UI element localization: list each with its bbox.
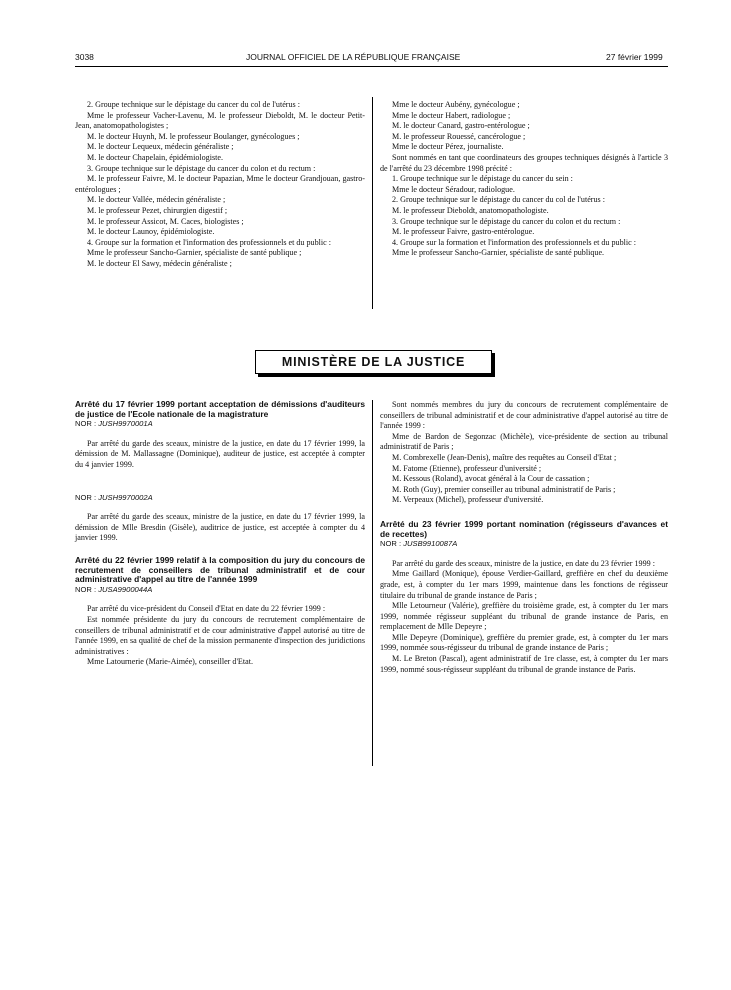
paragraph: Sont nommés membres du jury du concours de recrutement complémentaire de conseillers de tribunal administratif et de cour administrative d'appel autorisé au titre de l'année 1999 : [380, 400, 668, 431]
paragraph: Mme le docteur Habert, radiologue ; [392, 110, 511, 120]
top-left-column [75, 100, 365, 270]
paragraph: Mme le professeur Sancho-Garnier, spécialiste de santé publique ; [87, 248, 302, 258]
paragraph: M. le docteur Canard, gastro-entérologue ; [392, 121, 530, 131]
journal-title: JOURNAL OFFICIEL DE LA RÉPUBLIQUE FRANÇAISE [246, 52, 461, 62]
paragraph: M. Le Breton (Pascal), agent administratif de 1re classe, est, à compter du 1er mars 1999, nommé sous-régisseur suppléant du tribunal de grande instance de Paris. [380, 654, 668, 674]
paragraph: Mme Latournerie (Marie-Aimée), conseiller d'Etat. [87, 657, 253, 667]
paragraph: M. le professeur Rouessé, cancérologue ; [392, 131, 526, 141]
paragraph: Mme Gaillard (Monique), épouse Verdier-Gaillard, greffière en chef du deuxième grade, est, à compter du 1er mars 1999, maintenue dans les fonctions de régisseur titulaire du tribunal de grande instance de Paris ; [380, 569, 668, 600]
paragraph: Par arrêté du garde des sceaux, ministre de la justice, en date du 17 février 1999, la démission de M. Mallassagne (Dominique), auditeur de justice, est acceptée à compter du 4 janvier 1999. [75, 438, 365, 469]
paragraph: 3. Groupe technique sur le dépistage du cancer du colon et du rectum : [392, 216, 621, 226]
paragraph: M. le docteur Huynh, M. le professeur Boulanger, gynécologues ; [87, 131, 300, 141]
paragraph: Mme le docteur Séradour, radiologue. [392, 184, 515, 194]
nor-reference: NOR : JUSH9970001A [75, 419, 153, 429]
article-heading: Arrêté du 22 février 1999 relatif à la composition du jury du concours de recrutement de conseillers de tribunal administratif et de cour administrative d'appel au titre de l'année 1999 [75, 554, 365, 585]
paragraph: M. le professeur Faivre, gastro-entérologue. [392, 227, 535, 237]
header-rule [75, 66, 668, 67]
paragraph: M. Roth (Guy), premier conseiller au tribunal administratif de Paris ; [392, 484, 616, 494]
paragraph: 2. Groupe technique sur le dépistage du cancer du col de l'utérus : [87, 100, 300, 109]
paragraph: M. le professeur Dieboldt, anatomopathologiste. [392, 205, 549, 215]
paragraph: Mme le docteur Aubény, gynécologue ; [392, 100, 520, 109]
nor-reference: NOR : JUSA9900044A [75, 584, 153, 594]
column-divider [372, 400, 373, 766]
paragraph: M. Combrexelle (Jean-Denis), maître des requêtes au Conseil d'Etat ; [392, 452, 617, 462]
paragraph: M. le docteur El Sawy, médecin généraliste ; [87, 258, 232, 268]
ministry-title: MINISTÈRE DE LA JUSTICE [255, 350, 492, 374]
paragraph: M. le docteur Launoy, épidémiologiste. [87, 227, 215, 237]
nor-reference: NOR : JUSH9970002A [75, 492, 153, 502]
paragraph: 4. Groupe sur la formation et l'information des professionnels et du public : [392, 237, 636, 247]
paragraph: M. le professeur Assicot, M. Caces, biologistes ; [87, 216, 244, 226]
bottom-left-column [75, 400, 365, 668]
paragraph: 3. Groupe technique sur le dépistage du cancer du colon et du rectum : [87, 163, 316, 173]
page-number: 3038 [75, 52, 94, 62]
paragraph: Mme de Bardon de Segonzac (Michèle), vice-présidente de section au tribunal administratif de Paris ; [380, 431, 668, 452]
paragraph: M. le docteur Lequeux, médecin généraliste ; [87, 142, 234, 152]
article-heading: Arrêté du 17 février 1999 portant acceptation de démissions d'auditeurs de justice de l'Ecole nationale de la magistrature [75, 399, 365, 419]
paragraph: Par arrêté du vice-président du Conseil d'Etat en date du 22 février 1999 : [87, 604, 326, 614]
article-heading: Arrêté du 23 février 1999 portant nomination (régisseurs d'avances et de recettes) [380, 518, 668, 539]
header-date: 27 février 1999 [606, 52, 663, 62]
paragraph: Sont nommés en tant que coordinateurs des groupes techniques désignés à l'article 3 de l'arrêté du 23 décembre 1998 précité : [380, 152, 668, 173]
paragraph: 1. Groupe technique sur le dépistage du cancer du sein : [392, 174, 573, 184]
paragraph: M. Kessous (Roland), avocat général à la Cour de cassation ; [392, 474, 590, 484]
paragraph: 4. Groupe sur la formation et l'information des professionnels et du public : [87, 237, 331, 247]
paragraph: Mme le docteur Pérez, journaliste. [392, 142, 504, 152]
paragraph: Mlle Letourneur (Valérie), greffière du troisième grade, est, à compter du 1er mars 1999, nommée régisseur suppléant du tribunal de grande instance de Paris, en remplacement de Mlle Depeyre ; [380, 601, 668, 632]
column-divider [372, 97, 373, 309]
paragraph: M. le docteur Vallée, médecin généraliste ; [87, 195, 226, 205]
paragraph: Par arrêté du garde des sceaux, ministre de la justice, en date du 23 février 1999 : [392, 558, 655, 568]
top-right-column [380, 100, 668, 259]
paragraph: Mme le professeur Vacher-Lavenu, M. le professeur Dieboldt, M. le docteur Petit-Jean, anatomopathologistes ; [75, 110, 365, 131]
paragraph: M. Fatome (Etienne), professeur d'université ; [392, 463, 542, 473]
paragraph: 2. Groupe technique sur le dépistage du cancer du col de l'utérus : [392, 195, 605, 205]
paragraph: M. le professeur Pezet, chirurgien digestif ; [87, 205, 228, 215]
paragraph: M. Verpeaux (Michel), professeur d'université. [392, 495, 544, 505]
paragraph: Mlle Depeyre (Dominique), greffière du premier grade, est, à compter du 1er mars 1999, nommée sous-régisseur du tribunal de grande instance de Paris ; [380, 632, 668, 653]
paragraph: M. le professeur Faivre, M. le docteur Papazian, Mme le docteur Grandjouan, gastro-entérologues ; [75, 174, 365, 194]
bottom-right-column [380, 400, 668, 675]
nor-reference: NOR : JUSB9910087A [380, 539, 458, 549]
paragraph: Par arrêté du garde des sceaux, ministre de la justice, en date du 17 février 1999, la démission de Mlle Bresdin (Gisèle), auditrice de justice, est acceptée à compter du 4 janvier 1999. [75, 512, 365, 543]
paragraph: M. le docteur Chapelain, épidémiologiste. [87, 152, 223, 162]
paragraph: Est nommée présidente du jury du concours de recrutement complémentaire de conseillers de tribunal administratif et de cour administrative d'appel autorisé au titre de l'année 1999, en sa qualité de chef de la mission permanente d'inspection des juridictions administratives : [75, 614, 365, 656]
paragraph: Mme le professeur Sancho-Garnier, spécialiste de santé publique. [392, 248, 605, 258]
